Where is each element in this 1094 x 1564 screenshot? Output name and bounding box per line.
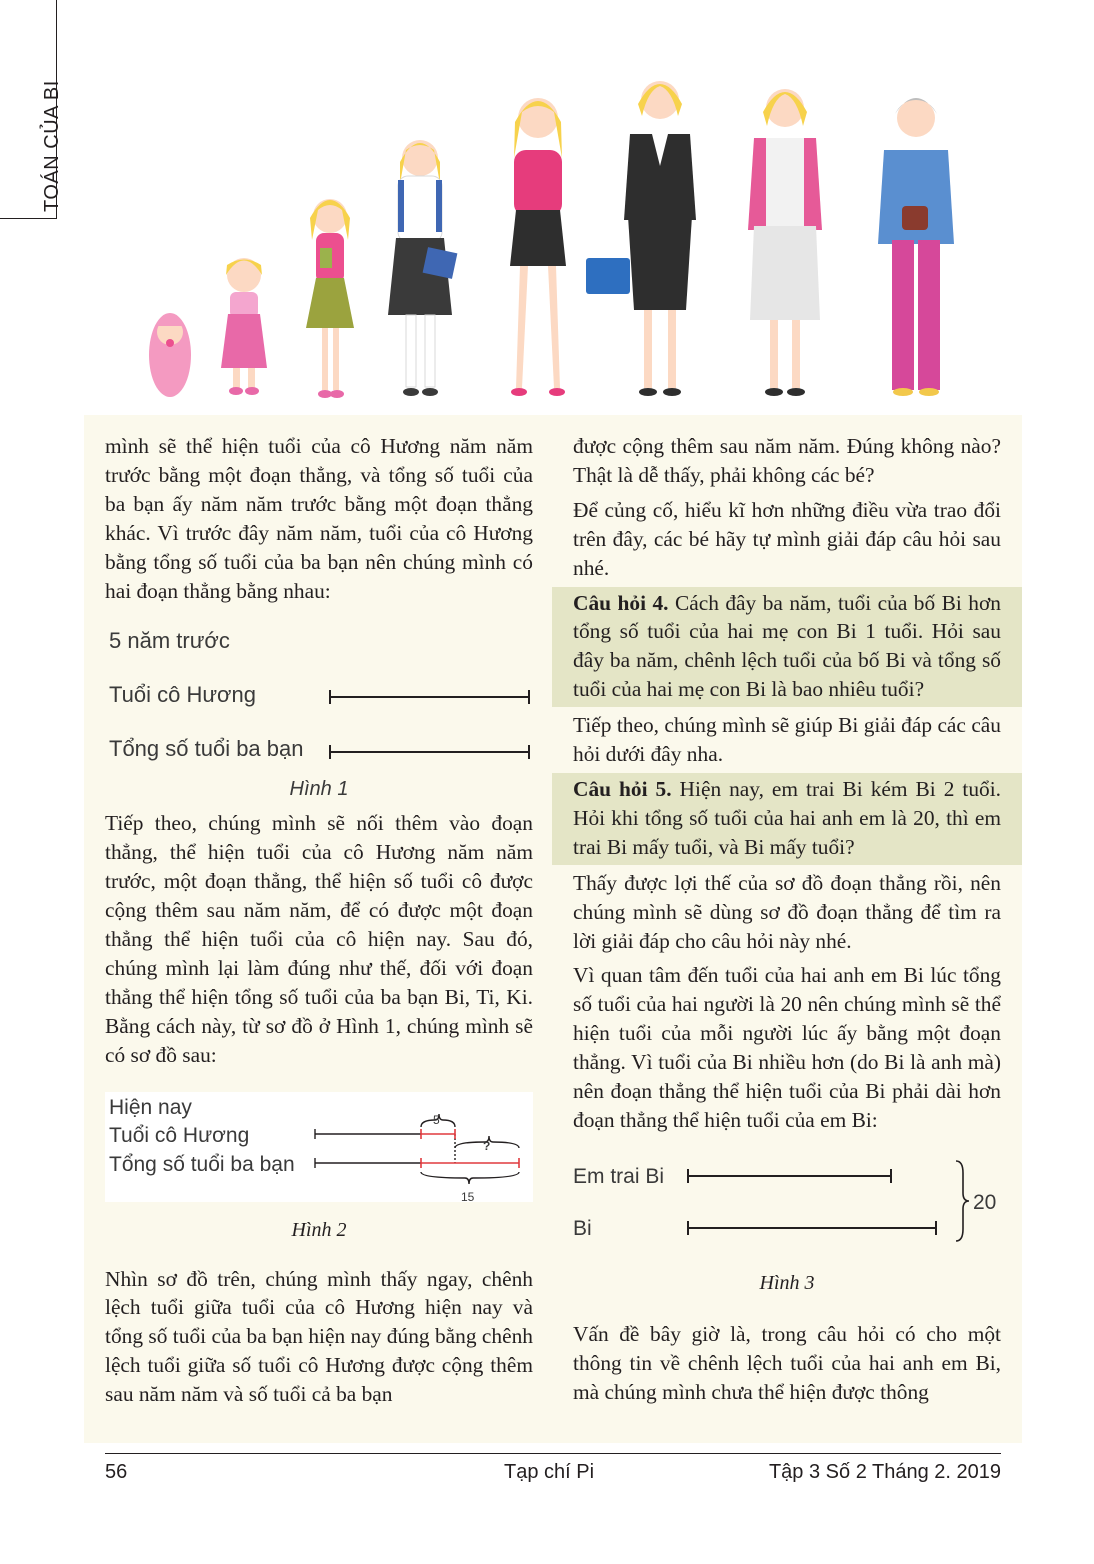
young-woman-figure bbox=[510, 98, 566, 396]
toddler-figure bbox=[221, 258, 267, 395]
figure-3-row-label: Bi bbox=[573, 1216, 592, 1240]
right-column bbox=[573, 432, 1001, 1406]
figure-1-heading: 5 năm trước bbox=[109, 628, 230, 654]
figure-3-total: 20 bbox=[973, 1190, 997, 1214]
age-progression-illustration bbox=[130, 70, 990, 402]
paragraph: Thấy được lợi thế của sơ đồ đoạn thẳng rồi, nên chúng mình sẽ dùng sơ đồ đoạn thẳng để tìm ra lời giải đáp cho câu hỏi này nhé. bbox=[573, 870, 1001, 953]
paragraph: Nhìn sơ đồ trên, chúng mình thấy ngay, chênh lệch tuổi giữa tuổi của cô Hương hiện nay và tổng số tuổi của ba bạn hiện nay đúng bằng chênh lệch tuổi giữa số tuổi cô Hương được cộng thêm sau năm năm và số tuổi cả ba bạn bbox=[105, 1266, 533, 1407]
teen-figure bbox=[388, 140, 457, 396]
footer-rule bbox=[105, 1453, 1001, 1454]
figure-1-segments bbox=[105, 613, 533, 763]
section-tab bbox=[0, 0, 63, 219]
figure-3 bbox=[573, 1159, 1001, 1255]
question-5-text: Hiện nay, em trai Bi kém Bi 2 tuổi. Hỏi khi tổng số tuổi của hai anh em là 20, thì em trai Bi mấy tuổi, và Bi mấy tuổi? bbox=[573, 776, 1001, 859]
figure-1-row-label: Tổng số tuổi ba bạn bbox=[109, 736, 304, 762]
middle-aged-woman-figure bbox=[748, 89, 822, 396]
girl-figure bbox=[306, 199, 354, 398]
question-5-label: Câu hỏi 5. bbox=[573, 776, 672, 801]
figure-caption: Hình 2 bbox=[291, 1218, 347, 1241]
figure-3-segments bbox=[573, 1159, 1001, 1255]
paragraph: Tiếp theo, chúng mình sẽ nối thêm vào đoạn thẳng, thể hiện tuổi của cô Hương năm năm trước, một đoạn thẳng, thể hiện số tuổi cô được cộng thêm sau năm năm, để có được một đoạn thẳng thể hiện tuổi của cô hiện nay. Sau đó, chúng mình lại làm đúng như thế, đối với đoạn thẳng thể hiện tổng số tuổi của ba bạn Bi, Ti, Ki. Bằng cách này, từ sơ đồ ở Hình 1, chúng mình sẽ có sơ đồ sau: bbox=[105, 811, 533, 1067]
paragraph: được cộng thêm sau năm năm. Đúng không nào? Thật là dễ thấy, phải không các bé? bbox=[573, 434, 1001, 487]
figure-2-label-question: ? bbox=[483, 1138, 491, 1153]
figure-2-row-label: Tổng số tuổi ba bạn bbox=[109, 1152, 295, 1176]
figure-2-label-5: 5 bbox=[433, 1112, 440, 1127]
section-tab-label: TOÁN CỦA BI bbox=[41, 80, 63, 212]
question-4-label: Câu hỏi 4. bbox=[573, 590, 669, 615]
paragraph: Để củng cố, hiểu kĩ hơn những điều vừa trao đổi trên đây, các bé hãy tự mình giải đáp câu hỏi sau nhé. bbox=[573, 497, 1001, 580]
baby-figure bbox=[149, 313, 191, 397]
question-4-text: Cách đây ba năm, tuổi của bố Bi hơn tổng số tuổi của hai mẹ con Bi 1 tuổi. Hỏi sau đây ba năm, chênh lệch tuổi của bố Bi và tổng số tuổi của hai mẹ con Bi là bao nhiêu tuổi? bbox=[573, 590, 1002, 702]
paragraph: Vì quan tâm đến tuổi của hai anh em Bi lúc tổng số tuổi của hai người là 20 nên chúng mình sẽ thể hiện tuổi của mỗi người lúc ấy bằng một đoạn thẳng. Vì tuổi của Bi nhiều hơn (do Bi là anh mà) nên đoạn thẳng thể hiện tuổi của Bi phải dài hơn đoạn thẳng thể hiện tuổi của em Bi: bbox=[573, 963, 1001, 1132]
paragraph: mình sẽ thể hiện tuổi của cô Hương năm năm trước bằng một đoạn thẳng, và tổng số tuổi của ba bạn ấy năm năm trước bằng một đoạn thẳng khác. Vì trước đây năm năm, tuổi của cô Hương bằng tổng số tuổi của ba bạn nên chúng mình có hai đoạn thẳng bằng nhau: bbox=[105, 434, 533, 603]
question-5-box bbox=[552, 773, 1022, 865]
figure-caption: Hình 1 bbox=[289, 778, 349, 801]
issue-info: Tập 3 Số 2 Tháng 2. 2019 bbox=[768, 1461, 1001, 1483]
figure-caption: Hình 3 bbox=[759, 1271, 815, 1294]
paragraph: Vấn đề bây giờ là, trong câu hỏi có cho một thông tin về chênh lệch tuổi của hai anh em Bi, mà chúng mình chưa thể hiện được thông bbox=[573, 1321, 1001, 1404]
page-number: 56 bbox=[105, 1461, 128, 1483]
figure-2 bbox=[105, 1092, 533, 1202]
figure-2-row-label: Tuổi cô Hương bbox=[109, 1123, 250, 1147]
figure-3-row-label: Em trai Bi bbox=[573, 1164, 665, 1188]
paragraph: Tiếp theo, chúng mình sẽ giúp Bi giải đáp các câu hỏi dưới đây nha. bbox=[573, 713, 1001, 767]
magazine-name: Tạp chí Pi bbox=[504, 1461, 595, 1483]
figure-2-heading: Hiện nay bbox=[109, 1095, 192, 1119]
question-4-box bbox=[552, 587, 1022, 708]
figure-2-label-15: 15 bbox=[461, 1189, 475, 1204]
left-column bbox=[105, 432, 533, 1409]
figure-1 bbox=[105, 613, 533, 803]
business-woman-figure bbox=[586, 81, 696, 396]
figure-1-row-label: Tuổi cô Hương bbox=[109, 682, 256, 708]
elderly-woman-figure bbox=[878, 98, 954, 396]
